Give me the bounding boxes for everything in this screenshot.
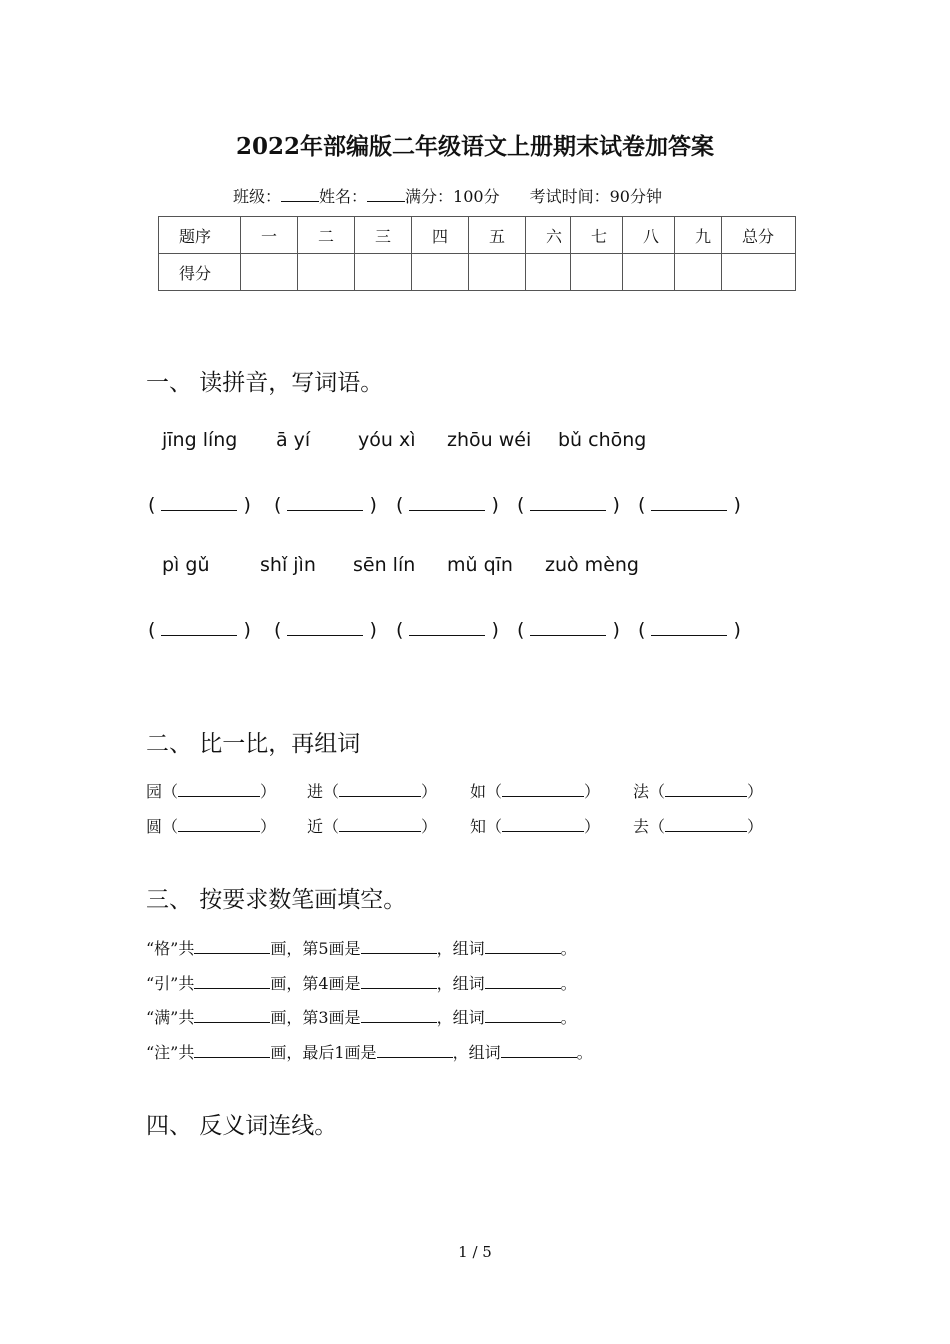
word-compare-item[interactable]: 进（ ） (307, 782, 438, 801)
stroke-question[interactable]: “注”共 画，最后1画是 ，组词 。 (146, 1043, 593, 1062)
full-score: 满分：100分 (405, 187, 500, 206)
answer-blank[interactable]: ( ) (148, 494, 251, 516)
name-blank[interactable] (367, 187, 405, 202)
table-cell: 五 (469, 217, 526, 254)
word-compare-item[interactable]: 圆（ ） (146, 817, 277, 836)
class-label: 班级： (233, 187, 282, 206)
score-cell[interactable] (571, 254, 623, 291)
word-compare-item[interactable]: 园（ ） (146, 782, 277, 801)
answer-blank[interactable]: ( ) (638, 619, 741, 641)
section1-heading: 一、 读拼音，写词语。 (146, 370, 384, 396)
section4-heading: 四、 反义词连线。 (146, 1113, 338, 1139)
table-cell: 八 (623, 217, 675, 254)
word-compare-item[interactable]: 知（ ） (470, 817, 601, 836)
table-cell: 总分 (722, 217, 796, 254)
answer-blank[interactable]: ( ) (638, 494, 741, 516)
score-table (158, 216, 796, 291)
stroke-question[interactable]: “引”共 画，第4画是 ，组词 。 (146, 974, 577, 993)
table-cell: 题序 (159, 217, 241, 254)
page-title: 2022年部编版二年级语文上册期末试卷加答案 (235, 133, 714, 160)
score-cell[interactable] (722, 254, 796, 291)
table-cell: 三 (355, 217, 412, 254)
answer-blank[interactable]: ( ) (396, 494, 499, 516)
pinyin: ā yí (276, 429, 311, 451)
pinyin: pì gǔ (162, 554, 210, 576)
word-compare-item[interactable]: 法（ ） (633, 782, 764, 801)
score-cell[interactable] (469, 254, 526, 291)
table-cell: 一 (241, 217, 298, 254)
score-cell[interactable] (298, 254, 355, 291)
page-number: 1 / 5 (458, 1243, 492, 1261)
score-cell[interactable] (355, 254, 412, 291)
answer-blank[interactable]: ( ) (517, 619, 620, 641)
section2-heading: 二、 比一比，再组词 (146, 731, 361, 757)
table-row (159, 217, 796, 254)
stroke-question[interactable]: “格”共 画，第5画是 ，组词 。 (146, 939, 577, 958)
pinyin: zuò mèng (545, 554, 639, 576)
answer-blank[interactable]: ( ) (274, 494, 377, 516)
name-label: 姓名： (319, 187, 368, 206)
pinyin: yóu xì (358, 429, 416, 451)
score-cell[interactable] (412, 254, 469, 291)
pinyin: zhōu wéi (447, 429, 532, 451)
word-compare-item[interactable]: 近（ ） (307, 817, 438, 836)
stroke-question[interactable]: “满”共 画，第3画是 ，组词 。 (146, 1008, 577, 1027)
table-cell: 九 (675, 217, 722, 254)
answer-blank[interactable]: ( ) (148, 619, 251, 641)
answer-blank[interactable]: ( ) (396, 619, 499, 641)
class-blank[interactable] (281, 187, 319, 202)
pinyin: bǔ chōng (558, 429, 647, 451)
score-cell[interactable] (623, 254, 675, 291)
exam-info (233, 184, 662, 207)
table-cell: 七 (571, 217, 623, 254)
pinyin: jīng líng (162, 429, 238, 451)
section3-heading: 三、 按要求数笔画填空。 (146, 887, 407, 913)
table-row (159, 254, 796, 291)
pinyin: shǐ jìn (260, 554, 316, 576)
pinyin: sēn lín (353, 554, 416, 576)
table-cell: 二 (298, 217, 355, 254)
word-compare-item[interactable]: 如（ ） (470, 782, 601, 801)
answer-blank[interactable]: ( ) (517, 494, 620, 516)
pinyin: mǔ qīn (447, 554, 513, 576)
table-cell: 六 (526, 217, 571, 254)
score-cell[interactable] (675, 254, 722, 291)
exam-time: 考试时间：90分钟 (529, 187, 662, 206)
table-cell: 四 (412, 217, 469, 254)
table-cell: 得分 (159, 254, 241, 291)
answer-blank[interactable]: ( ) (274, 619, 377, 641)
word-compare-item[interactable]: 去（ ） (633, 817, 764, 836)
score-cell[interactable] (526, 254, 571, 291)
score-cell[interactable] (241, 254, 298, 291)
